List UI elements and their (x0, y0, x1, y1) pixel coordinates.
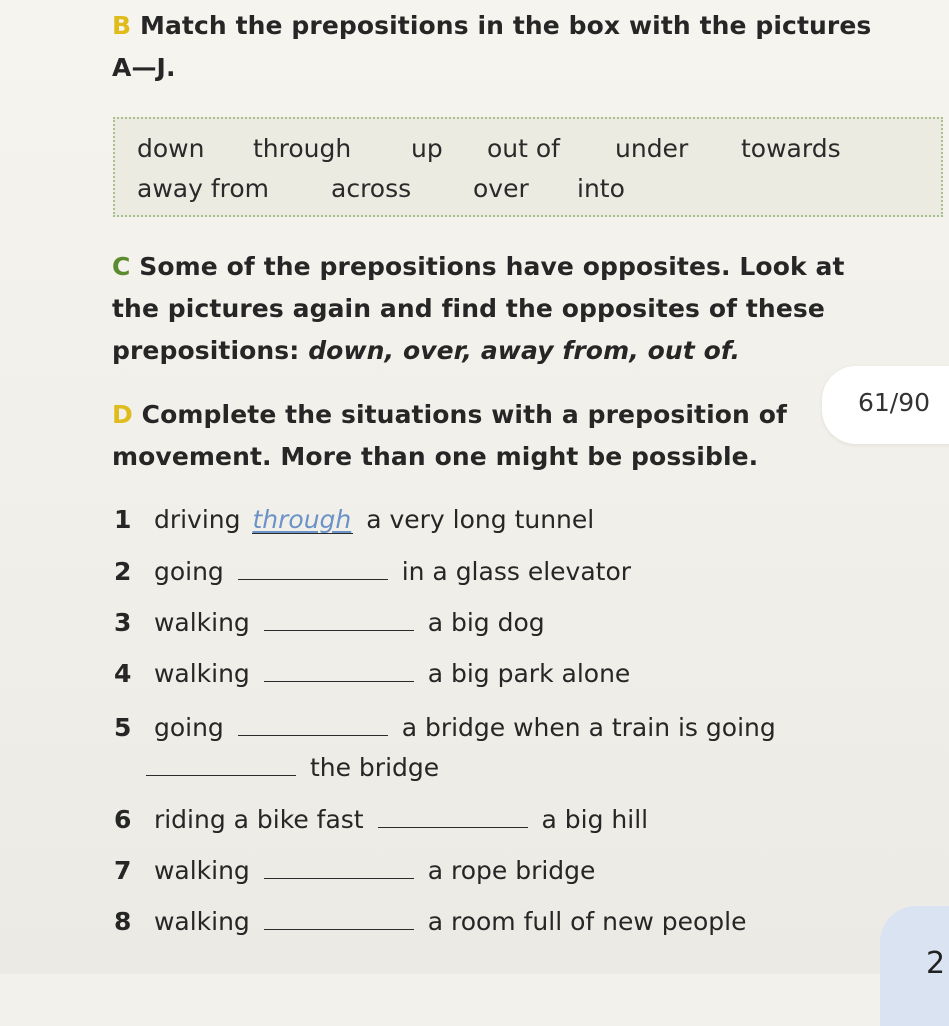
item-number: 8 (114, 907, 132, 936)
answer-filled: through (252, 505, 352, 534)
item-prefix: walking (153, 907, 250, 936)
word-away-from: away from (137, 174, 270, 203)
word-up: up (411, 134, 443, 163)
item-suffix: a big dog (427, 608, 545, 637)
section-d-instructions (112, 394, 852, 478)
item-suffix: in a glass elevator (401, 557, 632, 586)
item-number: 4 (114, 659, 132, 688)
item-number: 7 (114, 856, 132, 885)
page-number-tab (880, 906, 949, 1026)
word-out-of: out of (487, 134, 560, 163)
exercise-item-6 (114, 804, 648, 836)
section-b-instructions (112, 5, 942, 89)
exercise-item-5 (114, 712, 776, 744)
section-d-line2: movement. More than one might be possible. (112, 442, 759, 471)
answer-blank[interactable] (238, 559, 388, 580)
item-suffix: a very long tunnel (366, 505, 595, 534)
section-b-line1: Match the prepositions in the box with the pictures (139, 11, 872, 40)
answer-blank[interactable] (264, 909, 414, 930)
answer-blank[interactable] (264, 661, 414, 682)
section-c-line1: Some of the prepositions have opposites. Look at (139, 252, 845, 281)
section-c-opposites-list: down, over, away from, out of. (308, 336, 741, 365)
item-prefix: walking (153, 856, 250, 885)
section-d-letter: D (112, 400, 133, 429)
page-number: 2 (926, 946, 946, 981)
word-under: under (615, 134, 689, 163)
section-c-line3-prefix: prepositions: (112, 336, 300, 365)
item-prefix: walking (153, 659, 250, 688)
item-number: 5 (114, 713, 132, 742)
item-number: 2 (114, 557, 132, 586)
item-prefix: walking (153, 608, 250, 637)
preposition-word-box (113, 117, 943, 217)
word-into: into (577, 174, 625, 203)
section-c-letter: C (112, 252, 131, 281)
page-counter-text: 61/90 (858, 388, 931, 417)
exercise-item-5-line2 (146, 752, 439, 784)
word-over: over (473, 174, 529, 203)
exercise-item-1 (114, 504, 594, 536)
item-suffix: a room full of new people (427, 907, 747, 936)
answer-blank[interactable] (378, 807, 528, 828)
item-prefix: going (153, 557, 224, 586)
answer-blank[interactable] (146, 755, 296, 776)
word-across: across (331, 174, 412, 203)
exercise-item-8 (114, 906, 747, 938)
item-number: 6 (114, 805, 132, 834)
item-number: 3 (114, 608, 132, 637)
item-suffix: a big hill (541, 805, 649, 834)
page-counter-badge (822, 366, 949, 444)
exercise-item-7 (114, 855, 595, 887)
exercise-item-4 (114, 658, 630, 690)
answer-blank[interactable] (264, 858, 414, 879)
word-towards: towards (741, 134, 841, 163)
item-suffix: the bridge (309, 753, 440, 782)
word-through: through (253, 134, 352, 163)
word-down: down (137, 134, 205, 163)
item-prefix: driving (153, 505, 241, 534)
section-c-line2: the pictures again and find the opposites of these (112, 294, 825, 323)
item-suffix: a bridge when a train is going (401, 713, 776, 742)
item-prefix: riding a bike fast (153, 805, 364, 834)
answer-blank[interactable] (238, 715, 388, 736)
section-c-instructions (112, 246, 902, 372)
item-prefix: going (153, 713, 224, 742)
exercise-item-3 (114, 607, 545, 639)
item-suffix: a big park alone (427, 659, 631, 688)
item-number: 1 (114, 505, 132, 534)
section-b-line2: A—J. (112, 53, 176, 82)
answer-blank[interactable] (264, 610, 414, 631)
section-b-letter: B (112, 11, 132, 40)
section-d-line1: Complete the situations with a preposition of (141, 400, 787, 429)
item-suffix: a rope bridge (427, 856, 596, 885)
exercise-item-2 (114, 556, 631, 588)
